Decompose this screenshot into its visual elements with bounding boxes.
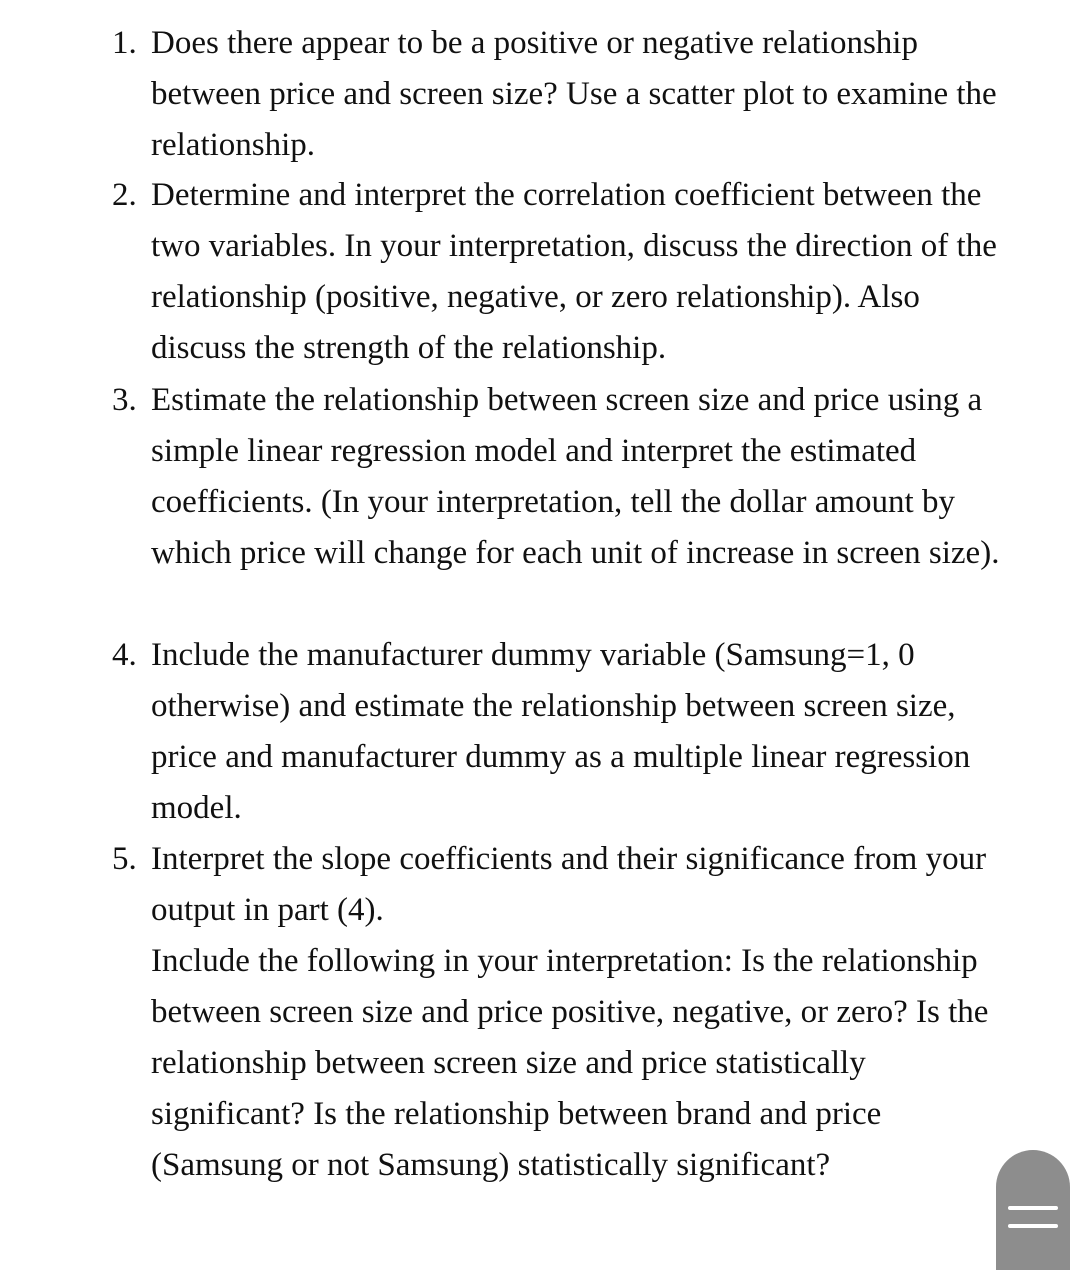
question-text: Does there appear to be a positive or negative relationship between price and screen size? Use a scatter plot to examine the relationship. <box>151 25 997 163</box>
question-number: 4. <box>112 637 137 673</box>
question-2 <box>0 170 1080 374</box>
question-4 <box>0 630 1080 834</box>
question-number: 2. <box>112 177 137 213</box>
question-number: 3. <box>112 382 137 418</box>
question-number: 1. <box>112 25 137 61</box>
question-text: Interpret the slope coefficients and their significance from your output in part (4). <box>151 841 987 928</box>
scroll-handle[interactable] <box>996 1150 1070 1270</box>
question-5 <box>0 834 1080 1191</box>
question-text: Estimate the relationship between screen size and price using a simple linear regression model and interpret the estimated coefficients. (In your interpretation, tell the dollar amount by which price will change for each unit of increase in screen size). <box>151 382 1000 571</box>
question-extra-text: Include the following in your interpretation: Is the relationship between screen size and price positive, negative, or zero? Is the relationship between screen size and price statistically significant? Is the relationship between brand and price (Samsung or not Samsung) statistically significant? <box>151 943 989 1183</box>
question-text: Include the manufacturer dummy variable (Samsung=1, 0 otherwise) and estimate the relationship between screen size, price and manufacturer dummy as a multiple linear regression model. <box>151 637 971 826</box>
question-3 <box>0 375 1080 579</box>
question-1 <box>0 18 1080 171</box>
question-text: Determine and interpret the correlation coefficient between the two variables. In your interpretation, discuss the direction of the relationship (positive, negative, or zero relationship). Also discuss the strength of the relationship. <box>151 177 997 366</box>
question-number: 5. <box>112 841 137 877</box>
